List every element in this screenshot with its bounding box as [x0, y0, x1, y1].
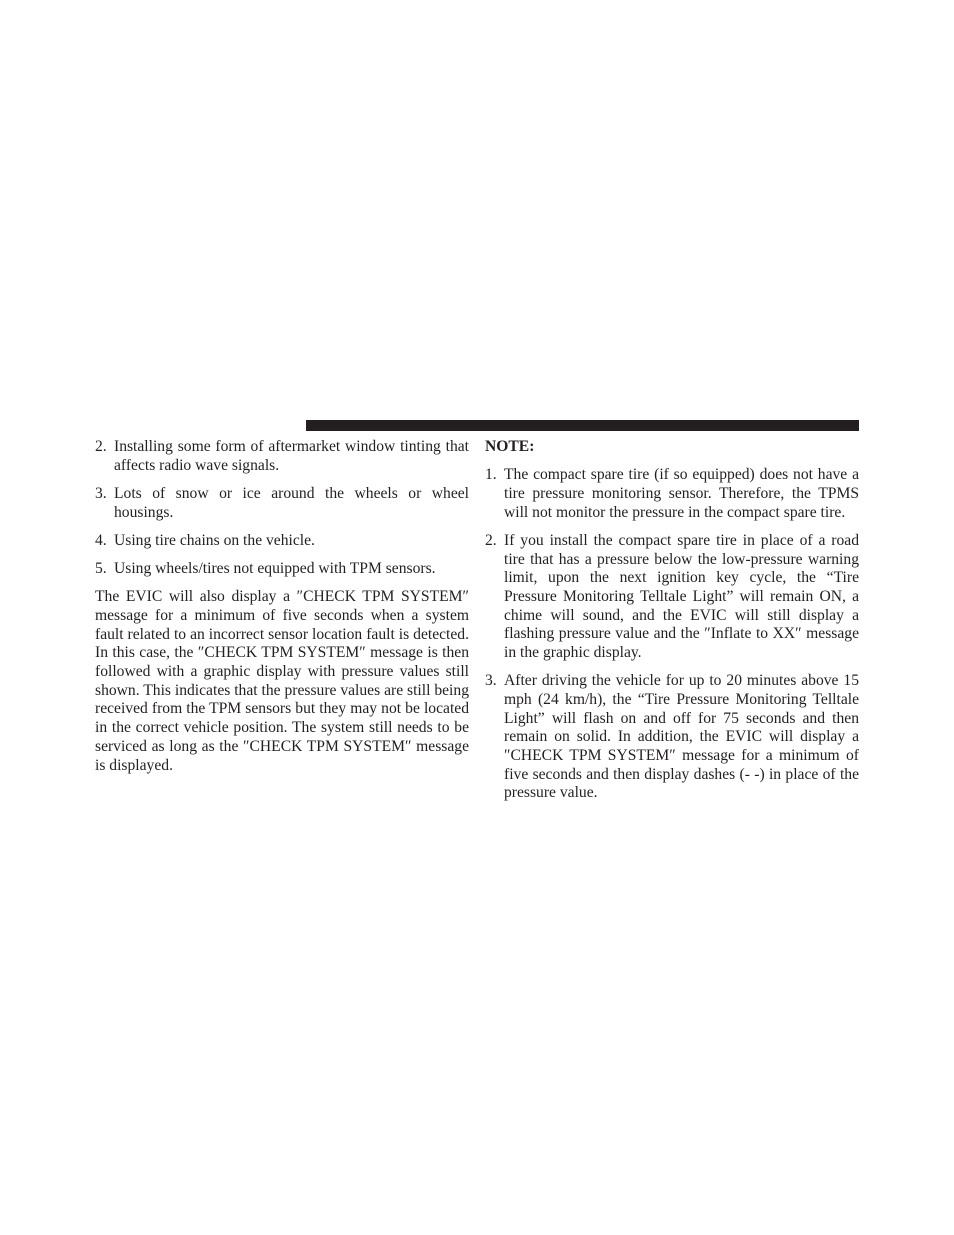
right-column [485, 438, 859, 813]
item-text: If you install the compact spare tire in place of a road tire that has a pressure below the low-pressure warning limit, upon the next ignition key cycle, the “Tire Pressure Monitoring Telltale Light” will remain ON, a chime will sound, and the EVIC will still display a flashing pressure value and the ″Inflate to XX″ message in the graphic display. [504, 531, 859, 662]
item-text: The compact spare tire (if so equipped) does not have a tire pressure monitoring sensor. Therefore, the TPMS will not monitor the pressure in the compact spare tire. [504, 466, 859, 521]
item-text: Lots of snow or ice around the wheels or wheel housings. [114, 484, 469, 521]
list-item [485, 532, 859, 663]
item-number: 1. [485, 466, 497, 484]
note-label: NOTE: [485, 438, 535, 455]
list-item [485, 466, 859, 522]
item-number: 3. [485, 672, 497, 690]
body-paragraph: The EVIC will also display a ″CHECK TPM SYSTEM″ message for a minimum of five seconds when a system fault related to an incorrect sensor location fault is detected. In this case, the ″CHECK TPM SYSTEM″ message is then followed with a graphic display with pressure values still shown. This indicates that the pressure values are still being received from the TPM sensors but they may not be located in the correct vehicle position. The system still needs to be serviced as long as the ″CHECK TPM SYSTEM″ message is displayed. [95, 588, 469, 774]
list-item [95, 485, 469, 522]
item-number: 2. [95, 438, 107, 455]
list-item [485, 672, 859, 803]
item-text: Using wheels/tires not equipped with TPM sensors. [114, 560, 436, 578]
header-rule [306, 420, 859, 431]
item-text: After driving the vehicle for up to 20 minutes above 15 mph (24 km/h), the “Tire Pressure Monitoring Telltale Light” will flash on and off for 75 seconds and then remain on solid. In addition, the EVIC will display a ″CHECK TPM SYSTEM″ message for a minimum of five seconds and then display dashes (- -) in place of the pressure value. [504, 672, 859, 802]
item-text: Using tire chains on the vehicle. [114, 531, 315, 549]
item-text: Installing some form of aftermarket window tinting that affects radio wave signals. [114, 438, 469, 474]
list-item [95, 560, 469, 579]
item-number: 4. [95, 531, 107, 549]
item-number: 2. [485, 531, 497, 549]
left-column [95, 438, 469, 775]
item-number: 5. [95, 560, 107, 578]
list-item [95, 532, 469, 551]
list-item [95, 438, 469, 475]
item-number: 3. [95, 484, 107, 502]
